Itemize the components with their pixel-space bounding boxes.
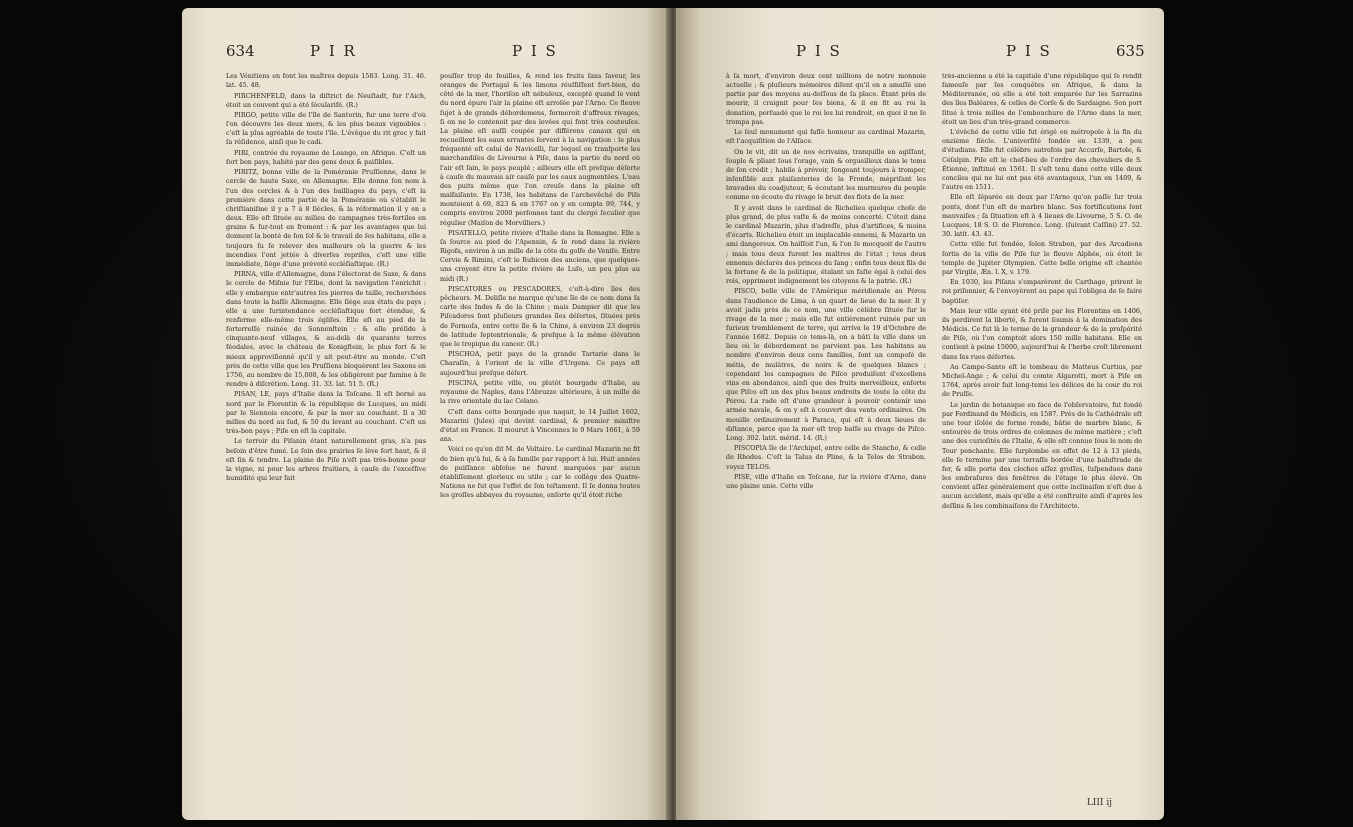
paragraph: PIRNA, ville d'Allemagne, dans l'électorat de Saxe, & dans le cercle de Miſnie ſur l'Elbe, dont la navigation l'enrichit : elle y embarque entr'autres ſes pierres de taille, recherchées dans toute la baſſe Allemagne. Elle ſiège aux états du pays ; elle a une ſurintendance eccléſiaſtique fort étendue, & renferme elle-même trois égliſes. Elle eſt au pied de la forterreſſe ruinée de Sonnenſtein : & elle préſide à cinquante-neuf villages, & au-delà de quarante terres féodales, avec le château de Konigſtein, le plus fort & le mieux approviſionné qu'il y ait peut-être au monde. C'eſt près de cette ville que les Pruſſiens bloquèrent les Saxons en 1756, au nombre de 15,000, & les obligèrent par famine à ſe rendre à diſcrétion. Long. 31. 33. lat. 51 5. (R.) — [226, 270, 426, 389]
page-number: 634 — [226, 42, 255, 60]
paragraph: On le vit, dit un de nos écrivains, tranquille en agiſſant, ſouple & pliant ſous l'orage, vain & orgueilleux dans le tems de ſon crédit ; habile à prévoir, ſongeant toujours à tromper, inſenſible aux plaiſanteries de la Fronde, mépriſant les bravades du coadjuteur, & écoutant les murmures du peuple comme on écoute du rivage le bruit des flots de la mer. — [726, 147, 926, 202]
right-running-head — [676, 42, 1164, 64]
paragraph: PISCOPIA île de l'Archipel, entre celle de Stancho, & celle de Rhodes. C'eſt la Talua de Pline, & la Telos de Strabon. voyez TELOS. — [726, 444, 926, 471]
paragraph: Le ſeul monument qui faſſe honneur au cardinal Mazarin, eſt l'acquiſition de l'Alſace. — [726, 128, 926, 146]
left-running-head — [182, 42, 670, 64]
paragraph: PISAN, LE, pays d'Italie dans la Toſcane. Il eſt borné au nord par le Florentin & la république de Lucques, au midi par le Siennois encore, & par la mer au couchant. Il a 30 milles du nord au ſud, & 50 du levant au couchant. C'eſt un très-bon pays ; Piſe en eſt la capitale. — [226, 390, 426, 436]
paragraph: PIRI, contrée du royaume de Loango, en Afrique. C'eſt un fort bon pays, habité par des gens doux & paiſibles. — [226, 148, 426, 166]
paragraph: PISATELLO, petite rivière d'Italie dans la Romagne. Elle a ſa ſource au pied de l'Apennin, & ſe rend dans la rivière Rigofa, environ à un mille de la côte du golfe de Veniſe. Entre Cervie & Rimini, c'eſt le Rubicon des anciens, que quelques-uns croyent être la petite rivière de Luſo, un peu plus au midi (R.) — [440, 228, 641, 283]
paragraph: C'eſt dans cette bourgade que naquit, le 14 Juillet 1602, Mazarini (Jules) qui devint cardinal, & premier miniſtre d'état en France. Il mourut à Vincennes le 9 Mars 1661, à 59 ans. — [440, 407, 640, 444]
paragraph: à ſa mort, d'environ deux cent millions de notre monnoie actuelle ; & pluſieurs mémoires diſent qu'il en a amaſſé une partie par des moyens au-deſſous de ſa place. Étant près de mourir, il craignit pour ſes biens, & il en fit au roi la donation, perſuadé que le roi les lui rendroit, en quoi il ne ſe trompa pas. — [726, 72, 926, 126]
paragraph: PIRCHENFELD, dans la diſtrict de Neuſtadt, fur l'Aich, étoit un couvent qui a été ſécularifé. (R.) — [226, 91, 426, 109]
left-column-2 — [440, 72, 640, 502]
paragraph: PISCINA, petite ville, ou plutôt bourgade d'Italie, au royaume de Naples, dans l'Abruzze ultérieure, à un mille de la rive orientale du lac Celano. — [440, 378, 640, 406]
paragraph: En 1030, les Piſans s'emparèrent de Carthage, prirent le roi priſonnier, & l'envoyèrent au pape qui l'obligea de ſe faire baptiſer. — [942, 278, 1142, 305]
paragraph: très-ancienne a été la capitale d'une république qui ſe rendit fameuſe par ſes conquêtes en Afrique, & dans la Méditerranée, où elle a été toit emparée ſur les Sarrazins des îles Baléares, & celles de Corſe & de Sardaigne. Son port ſitué à trois milles de l'embouchure de l'Arno dans la mer, étoit un lieu d'un très-grand commerce. — [942, 72, 1142, 126]
signature-mark: LIII ij — [1086, 798, 1112, 808]
paragraph: PIRGO, petite ville de l'île de Santorin, fur une terre d'où l'on découvre les deux mers, & les plus beaux vignobles : c'eſt la plus agréable de toute l'île. L'évêque du rit grec y fait ſa réſidence, ainſi que le cadi. — [226, 111, 426, 147]
paragraph: Il y avoit dans le cardinal de Richelieu quelque choſe de plus grand, de plus vaſte & de moins concerté. C'étoit dans le cardinal Mazarin, plus d'adreſſe, plus d'artifices, & moins d'écarts. Richelieu étoit un implacable ennemi, & Mazarin un ami dangereux. On haïſſoit l'un, & l'on ſe mocquoit de l'autre ; mais tous deux furent les maîtres de l'état ; tous deux ennemis déclarés des princes du ſang ; enfin tous deux fils de la fortune & de la politique, étalant un faſte égal à celui des rois, oppriment indignement les citoyens & la patrie. (R.) — [726, 203, 926, 285]
right-column-2 — [942, 72, 1142, 512]
running-head-left: P I S — [796, 42, 842, 60]
paragraph: Elle eſt ſéparée en deux par l'Arno qu'on paſſe ſur trois ponts, dont l'un eſt de marbre blanc. Ses fortifications ſont mauvaiſes ; ſa ſituation eſt à 4 lieues de Livourne, 5 S. O. de Lucques, 18 S. O. de Florence. Long. (ſuivant Caſſini) 27. 52. 30. latit. 43. 43. — [942, 193, 1142, 239]
paragraph: PISE, ville d'Italie en Toſcane, ſur la rivière d'Arno, dans une plaine unie. Cette ville — [726, 472, 926, 490]
paragraph: PISCO, belle ville de l'Amérique méridionale au Pérou dans l'audience de Lima, à un quart de lieue de la mer. Il y avoit jadis près de ce nom, une ville célèbre ſituée ſur le rivage de la mer ; mais elle fut entièrement ruinée par un furieux tremblement de terre, qui arriva le 19 d'Octobre de l'année 1682. Depuis ce tems-là, on a bâti la ville dans un lieu où le débordement ne parvient pas. Les habitans au nombre d'environ deux cens familles, ſont un compoſé de métis, de mulâtres, de noirs & de quelques blancs ; cependant les campagnes de Piſco produiſent d'excellens vins en abondance, ainſi que des fruits merveilleux, enſorte que Piſco eſt un des plus beaux endroits de toute la côte du Pérou. La rade eſt d'une grandeur à pouvoir contenir une armée navale, & on y eſt à couvert des vents ordinaires. On mouille ordinairement à Paraca, qui eſt à deux lieues de diſtance, parce que la mer eſt trop baſſe au rivage de Piſco. Long. 302. latit. mérid. 14. (R.) — [726, 287, 926, 442]
paragraph: PIRITZ, bonne ville de la Poméranie Pruſſienne, dans le cercle de haute Saxe, en Allemagne. Elle donne ſon nom à l'un des cercles & à l'un des bailliages du pays, c'eſt la première dans cette partie de la Poméranie où s'établit le chriſtianiſme il y a 7 à 8 ſiècles, & la réformation il y en a deux. Elle eſt ſituée au milieu de campagnes très-fertiles en grains & ſur-tout en froment : & par les avantages que lui donnent la bonté de ſon ſol & le travail de ſes habitans, elle a toujours ſu ſe relever des malheurs où la guerre & les incendies l'ont jettée à diverſes repriſes, c'eſt une ville immédiate, ſiège d'une prévoté eccléſiaſtique. (R.) — [226, 168, 426, 268]
paragraph: Au Campo-Santo eſt le tombeau de Matteus Curtius, par Michel-Ange ; & celui du comte Algarotti, mort à Piſe en 1764, après avoir fait long-tems les délices de la cour du roi de Pruſſe. — [942, 362, 1142, 399]
paragraph: Le jardin de botanique en face de l'obſervatoire, fut fondé par Ferdinand de Médicis, en 1587. Près de la Cathédrale eſt une tour iſolée de forme ronde, bâtie de marbre blanc, & entourée de trois ordres de colonnes de même matière ; c'eſt une des curioſités de l'Italie, & elle eſt connue ſous le nom de Tour penchante. Elle ſurplombe en effet de 12 à 13 pieds, elle ſe termine par une terraſſe bordée d'une baluſtrade de fer, & elle porte des cloches aſſez groſſes, ſuſpendues dans les embraſures des fenêtres de l'étage le plus élevé. On convient aſſez généralement que cette inclinaiſon n'eſt due à aucun accident, mais qu'elle a été conſtruite ainſi d'après les deſſins & les combinaiſons de l'Architecte. — [942, 400, 1142, 510]
left-page — [182, 8, 670, 820]
paragraph: Voici ce qu'en dit M. de Voltaire. Le cardinal Mazarin ne fit de bien qu'à lui, & à ſa famille par rapport à lui. Huit années de puiſſance abſolue ne furent marquées par aucun établiſſement glorieux ou utile ; car le collège des Quatre-Nations ne fut que l'effet de ſon teſtament. Il ſe donna toutes les groſſes abbayes du royaume, enſorte qu'il étoit riche — [440, 445, 640, 500]
right-page — [676, 8, 1164, 820]
left-column-1 — [226, 72, 426, 484]
paragraph: PISCHOA, petit pays de la grande Tartarie dans le Charaſin, à l'orient de la ville d'Urgens. Ce pays eſt aujourd'hui preſque déſert. — [440, 350, 640, 377]
paragraph: pouſſer trop de feuilles, & rend les fruits ſans ſaveur, les oranges de Portugal & les limons réuſſiſſent fort-bien, du côté de la mer, l'horiſon eſt nébuleux, excepté quand le vent du nord épure l'air la plaine eſt arroſée par l'Arno. Ce fleuve ſujet à de grands débordemens, formeroit d'affreux rivages, ſi on ne le contenoit par des levées qui font très couteuſes. La plaine eſt auſſi coupée par différens canaux qui en recueillent les eaux errantes ſervent à la navigation : le plus fréquenté eſt celui de Navicelli, ſur lequel on tranſporte les marchandiſes de Livourne à Piſe, dans la partie du nord où l'air eſt ſain, le pays peuplé ; ailleurs elle eſt preſque déſerte à cauſe du mauvais air cauſé par les eaux augmentées. L'eau des puits même que l'on creuſe dans la plaine eſt malfaiſante. En 1738, les habitans de l'archevêché de Piſe montoient à 69, 823 & en 1767 on y en compta 99, 744, y compris environ 2000 perſonnes tant du clergé ſeculier que régulier (Maiſon de Morvilliers.) — [440, 72, 640, 227]
paragraph: Mais leur ville ayant été priſe par les Florentins en 1406, ils perdirent la liberté, & furent ſoumis à la domination des Médicis. Ce fut là le terme de la grandeur & de la proſpérité de Piſe, où l'on comptoit alors 150 mille habitans. Elle en contient à peine 15000, aujourd'hui & l'herbe croît librement dans ſes rues déſertes. — [942, 306, 1142, 361]
paragraph: L'évêché de cette ville fut érigé en métropole à la fin du onzième ſiècle. L'univerſité fondée en 1339, a peu d'étudians. Elle fut célèbre autrefois par Accurſe, Bartole, & Céſalpin. Piſe eſt le chef-lieu de l'ordre des chevaliers de S. Étienne, inſtitué en 1561. Il s'eſt tenu dans cette ville deux conciles qui ne lui ont pas été avantageux, l'un en 1409, & l'autre en 1511. — [942, 128, 1142, 192]
right-column-1 — [726, 72, 926, 492]
running-head-right: P I S — [1006, 42, 1052, 60]
paragraph: Les Vénitiens en font les maîtres depuis 1583. Long. 31. 46. lat. 45. 48. — [226, 72, 426, 90]
paragraph: PISCATORES ou PESCADORES, c'eſt-à-dire îles des pêcheurs. M. Deliſle ne marque qu'une île de ce nom dans ſa carte des Indes & de la Chine ; mais Dampier dit que les Piſcadores ſont pluſieurs grandes îles déſertes, ſituées près de Formoſa, entre cette île & la Chine, à environ 23 degrés de latitude ſeptentrionale, & preſque à la même élévation que le tropique du cancer. (R.) — [440, 284, 640, 348]
running-head-center: P I R — [310, 42, 357, 60]
page-number: 635 — [1116, 42, 1145, 60]
paragraph: Cette ville fut fondée, ſelon Strabon, par des Arcadiens ſortis de la ville de Piſe ſur le fleuve Alphée, où étoit le temple de Jupiter Olympien. Cette belle origine eſt chantée par Virgile, Æn. l. X, v. 179. — [942, 240, 1142, 276]
running-head-right: P I S — [512, 42, 558, 60]
paragraph: Le terroir du Piſanin étant naturellement gras, n'a pas beſoin d'être fumé. Le ſoin des prairies ſe lève fort haut, & il eſt ſin & tendre. La plaine de Piſe n'eſt pas très-bonne pour la vigne, ni pour les arbres fruitiers, à cauſe de l'exceſſive humidité qui leur fait — [226, 437, 426, 483]
